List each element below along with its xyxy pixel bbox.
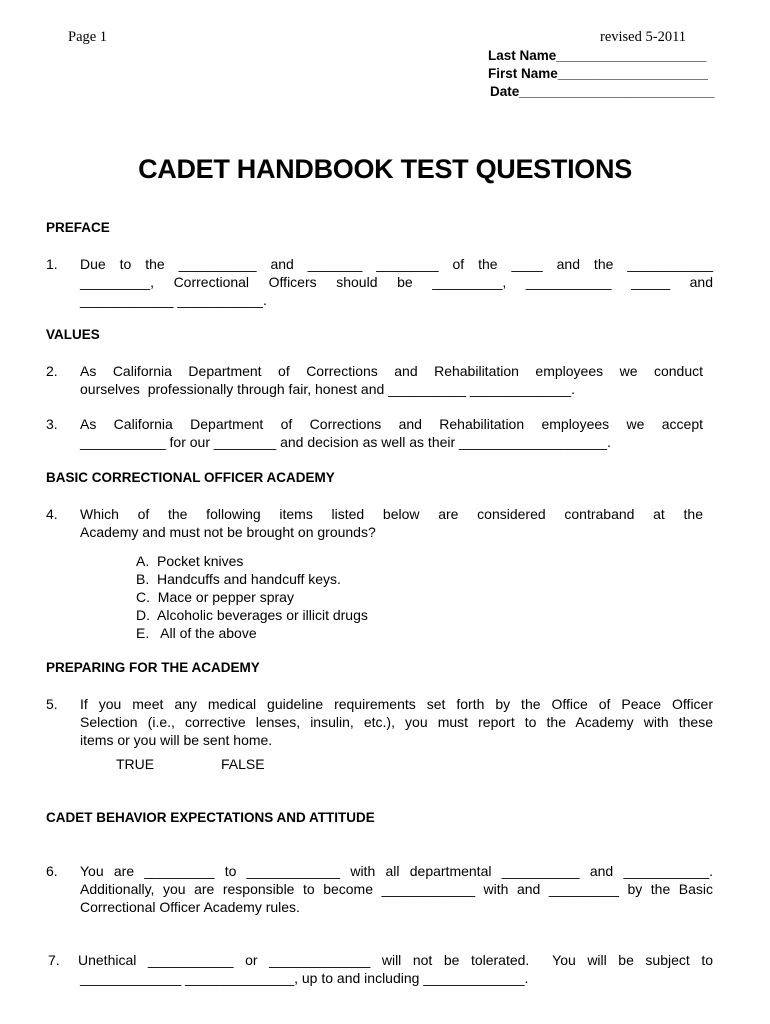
question-6-line: You are _________ to ____________ with all departmental __________ and ___________. [80,863,713,879]
question-3-line: As California Department of Corrections and Rehabilitation employees we accept [80,416,703,432]
question-5-line: items or you will be sent home. [80,732,273,748]
answer-option[interactable]: D. Alcoholic beverages or illicit drugs [136,607,368,623]
question-number: 3. [46,416,58,432]
question-4-line: Which of the following items listed below are considered contraband at the [80,506,703,522]
question-5-line: If you meet any medical guideline requirements set forth by the Office of Peace Officer [80,696,713,712]
question-number: 2. [46,363,58,379]
answer-option[interactable]: B. Handcuffs and handcuff keys. [136,571,341,587]
first-name-field[interactable]: First Name____________________ [488,66,708,81]
false-option[interactable]: FALSE [221,756,265,772]
page-number: Page 1 [68,29,108,45]
question-4-line: Academy and must not be brought on grounds? [80,524,376,540]
question-number: 1. [46,256,58,272]
section-values: VALUES [46,327,100,342]
question-1-line: _________, Correctional Officers should be _________, ___________ _____ and [80,274,713,290]
question-6-line: Correctional Officer Academy rules. [80,899,300,915]
question-6-line: Additionally, you are responsible to become ____________ with and _________ by the Basic [80,881,713,897]
last-name-field[interactable]: Last Name____________________ [488,48,707,63]
answer-option[interactable]: E. All of the above [136,625,257,641]
true-option[interactable]: TRUE [116,756,155,772]
revision-date: revised 5-2011 [600,29,687,45]
question-1-line: Due to the __________ and _______ ________ of the ____ and the ___________ [80,256,713,272]
answer-option[interactable]: C. Mace or pepper spray [136,589,294,605]
date-field[interactable]: Date__________________________ [490,84,715,99]
question-number: 6. [46,863,58,879]
question-number: 4. [46,506,58,522]
section-behavior: CADET BEHAVIOR EXPECTATIONS AND ATTITUDE [46,810,375,825]
question-1-line: ____________ ___________. [80,292,267,308]
section-academy: BASIC CORRECTIONAL OFFICER ACADEMY [46,470,335,485]
section-preface: PREFACE [46,220,110,235]
question-3-line: ___________ for our ________ and decision as well as their ___________________. [80,434,611,450]
question-7-line: Unethical ___________ or _____________ will not be tolerated. You will be subject to [78,952,713,968]
answer-option[interactable]: A. Pocket knives [136,553,244,569]
question-7-line: _____________ ______________, up to and including _____________. [80,970,529,986]
question-2-line: ourselves professionally through fair, honest and __________ _____________. [80,381,576,397]
section-preparing: PREPARING FOR THE ACADEMY [46,660,260,675]
question-number: 7. [48,952,60,968]
question-5-line: Selection (i.e., corrective lenses, insulin, etc.), you must report to the Academy with these [80,714,713,730]
question-number: 5. [46,696,58,712]
page-title: CADET HANDBOOK TEST QUESTIONS [138,154,632,184]
question-2-line: As California Department of Corrections and Rehabilitation employees we conduct [80,363,703,379]
